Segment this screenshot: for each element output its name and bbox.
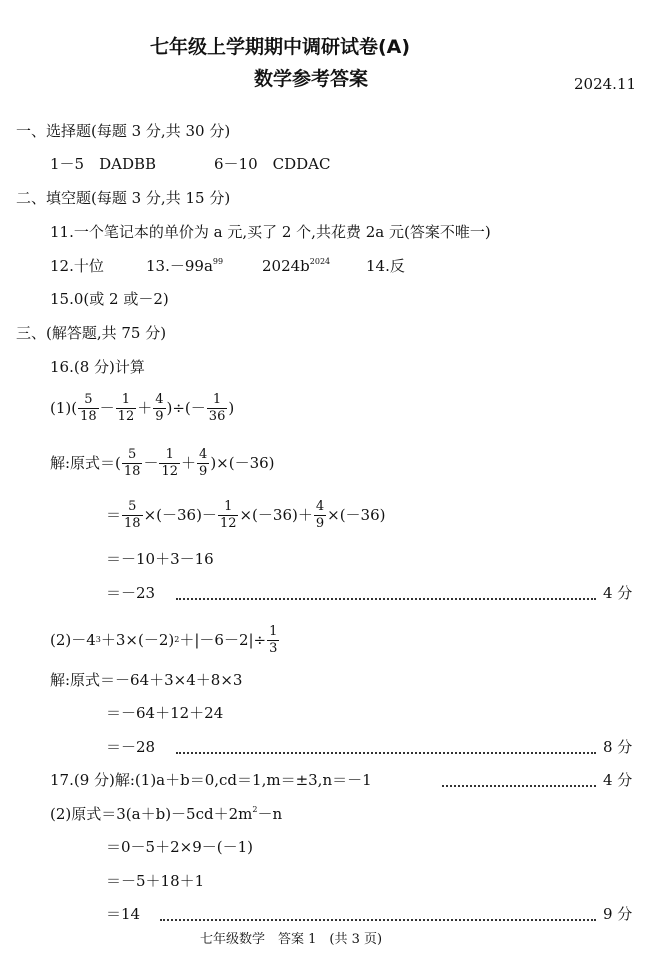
answer-11: 11.一个笔记本的单价为 a 元,买了 2 个,共花费 2a 元(答案不唯一) xyxy=(50,223,491,241)
denominator: 9 xyxy=(315,515,325,531)
leader-dots xyxy=(176,752,596,754)
plus-sign: ＋ xyxy=(181,453,197,472)
fraction-1-3 xyxy=(267,625,279,655)
answer-13b-text: 2024b xyxy=(262,257,310,275)
denominator: 9 xyxy=(155,408,164,424)
numerator: 1 xyxy=(269,624,278,639)
fraction-4-9 xyxy=(153,393,165,423)
answer-13a xyxy=(146,259,223,274)
multiply-part: )×(－36) xyxy=(210,453,275,472)
q17-line2 xyxy=(50,807,282,822)
fraction-1-12 xyxy=(116,393,137,423)
fraction-1-36 xyxy=(207,393,228,423)
numerator: 1 xyxy=(224,499,233,514)
answer-15: 15.0(或 2 或－2) xyxy=(50,290,169,308)
denominator: 18 xyxy=(124,515,141,531)
answer-13b xyxy=(262,259,330,274)
q16-1-prefix: (1)( xyxy=(50,398,78,417)
fraction-4-9 xyxy=(314,500,326,530)
page-title: 七年级上学期期中调研试卷(A) xyxy=(150,36,411,58)
numerator: 5 xyxy=(128,447,137,462)
numerator: 1 xyxy=(121,392,131,407)
section-choice-heading: 一、选择题(每题 3 分,共 30 分) xyxy=(16,122,231,140)
denominator: 36 xyxy=(208,408,226,424)
equals: ＝ xyxy=(106,505,122,524)
close-paren: ) xyxy=(228,398,235,417)
q16-2-expression: (2)－4 3 ＋3×(－2) 2 ＋|－6－2|÷ $\frac{1}{3}$ xyxy=(50,624,278,656)
minus-sign: － xyxy=(143,453,159,472)
q16-1-solution-line4: ＝－23 xyxy=(106,584,156,602)
numerator: 5 xyxy=(84,392,93,407)
denominator: 18 xyxy=(123,463,141,479)
q17-score2: 9 分 xyxy=(603,905,633,923)
plus-sign: ＋ xyxy=(137,398,153,417)
q16-2-solution-line1: 解:原式＝－64＋3×4＋8×3 xyxy=(50,671,243,689)
minus-sign: － xyxy=(99,398,115,417)
q16-2-solution-line3: ＝－28 xyxy=(106,738,156,756)
q16-1-solution-line3: ＝－10＋3－16 xyxy=(106,550,214,568)
question-16-heading: 16.(8 分)计算 xyxy=(50,358,145,376)
numerator: 4 xyxy=(155,392,164,407)
answer-12: 12.十位 xyxy=(50,257,104,275)
q16-2-score: 8 分 xyxy=(603,738,633,756)
denominator: 12 xyxy=(161,463,179,479)
q16-2-solution-line2: ＝－64＋12＋24 xyxy=(106,704,224,722)
q17-score1: 4 分 xyxy=(603,771,633,789)
q17-line2-b: －n xyxy=(257,805,283,823)
choice-answers-6-10: 6－10 CDDAC xyxy=(214,155,331,173)
fraction-5-18 xyxy=(122,448,143,478)
page-footer: 七年级数学 答案 1 (共 3 页) xyxy=(200,932,383,947)
q16-1-solution-line2 xyxy=(106,500,386,530)
q16-2-rest: ＋|－6－2|÷ xyxy=(179,630,267,649)
numerator: 4 xyxy=(315,499,325,514)
answer-13b-exp: 2024 xyxy=(309,257,331,266)
leader-dots xyxy=(176,598,596,600)
solution-prefix: 解:原式＝( xyxy=(50,453,121,472)
denominator: 3 xyxy=(269,640,278,656)
fraction-1-12 xyxy=(218,500,239,530)
denominator: 12 xyxy=(219,515,237,531)
numerator: 4 xyxy=(199,447,208,462)
section-fill-heading: 二、填空题(每题 3 分,共 15 分) xyxy=(16,189,231,207)
q17-line2-a: (2)原式＝3(a＋b)－5cd＋2m xyxy=(50,805,253,823)
answer-13a-exp: 99 xyxy=(212,257,224,266)
q17-line3: ＝0－5＋2×9－(－1) xyxy=(106,838,253,856)
numerator: 1 xyxy=(212,392,222,407)
q16-2-prefix: (2)－4 xyxy=(50,630,96,649)
denominator: 18 xyxy=(80,408,97,424)
q17-line1: 17.(9 分)解:(1)a＋b＝0,cd＝1,m＝±3,n＝－1 xyxy=(50,771,372,789)
term-3: ×(－36) xyxy=(327,505,386,524)
leader-dots xyxy=(160,919,596,921)
denominator: 9 xyxy=(199,463,208,479)
page-subtitle: 数学参考答案 xyxy=(254,68,369,90)
fraction-1-12 xyxy=(159,448,180,478)
divide-part: )÷(－ xyxy=(166,398,206,417)
numerator: 1 xyxy=(165,447,174,462)
fraction-5-18 xyxy=(78,393,99,423)
q16-2-mid: ＋3×(－2) xyxy=(100,630,175,649)
term-1: ×(－36)－ xyxy=(143,505,217,524)
q17-line5: ＝14 xyxy=(106,905,141,923)
exponent: 2 xyxy=(252,805,258,814)
q16-1-solution-line1 xyxy=(50,448,275,478)
date: 2024.11 xyxy=(574,75,637,93)
section-solve-heading: 三、(解答题,共 75 分) xyxy=(16,324,167,342)
q16-1-expression xyxy=(50,393,234,423)
choice-answers-1-5: 1－5 DADBB xyxy=(50,155,157,173)
denominator: 12 xyxy=(117,408,135,424)
term-2: ×(－36)＋ xyxy=(239,505,313,524)
answer-13a-text: 13.－99a xyxy=(146,257,213,275)
fraction-5-18 xyxy=(122,500,143,530)
fraction-4-9 xyxy=(197,448,209,478)
answer-14: 14.反 xyxy=(366,257,405,275)
leader-dots xyxy=(442,785,596,787)
numerator: 5 xyxy=(128,499,137,514)
q16-1-score: 4 分 xyxy=(603,584,633,602)
q17-line4: ＝－5＋18＋1 xyxy=(106,872,205,890)
